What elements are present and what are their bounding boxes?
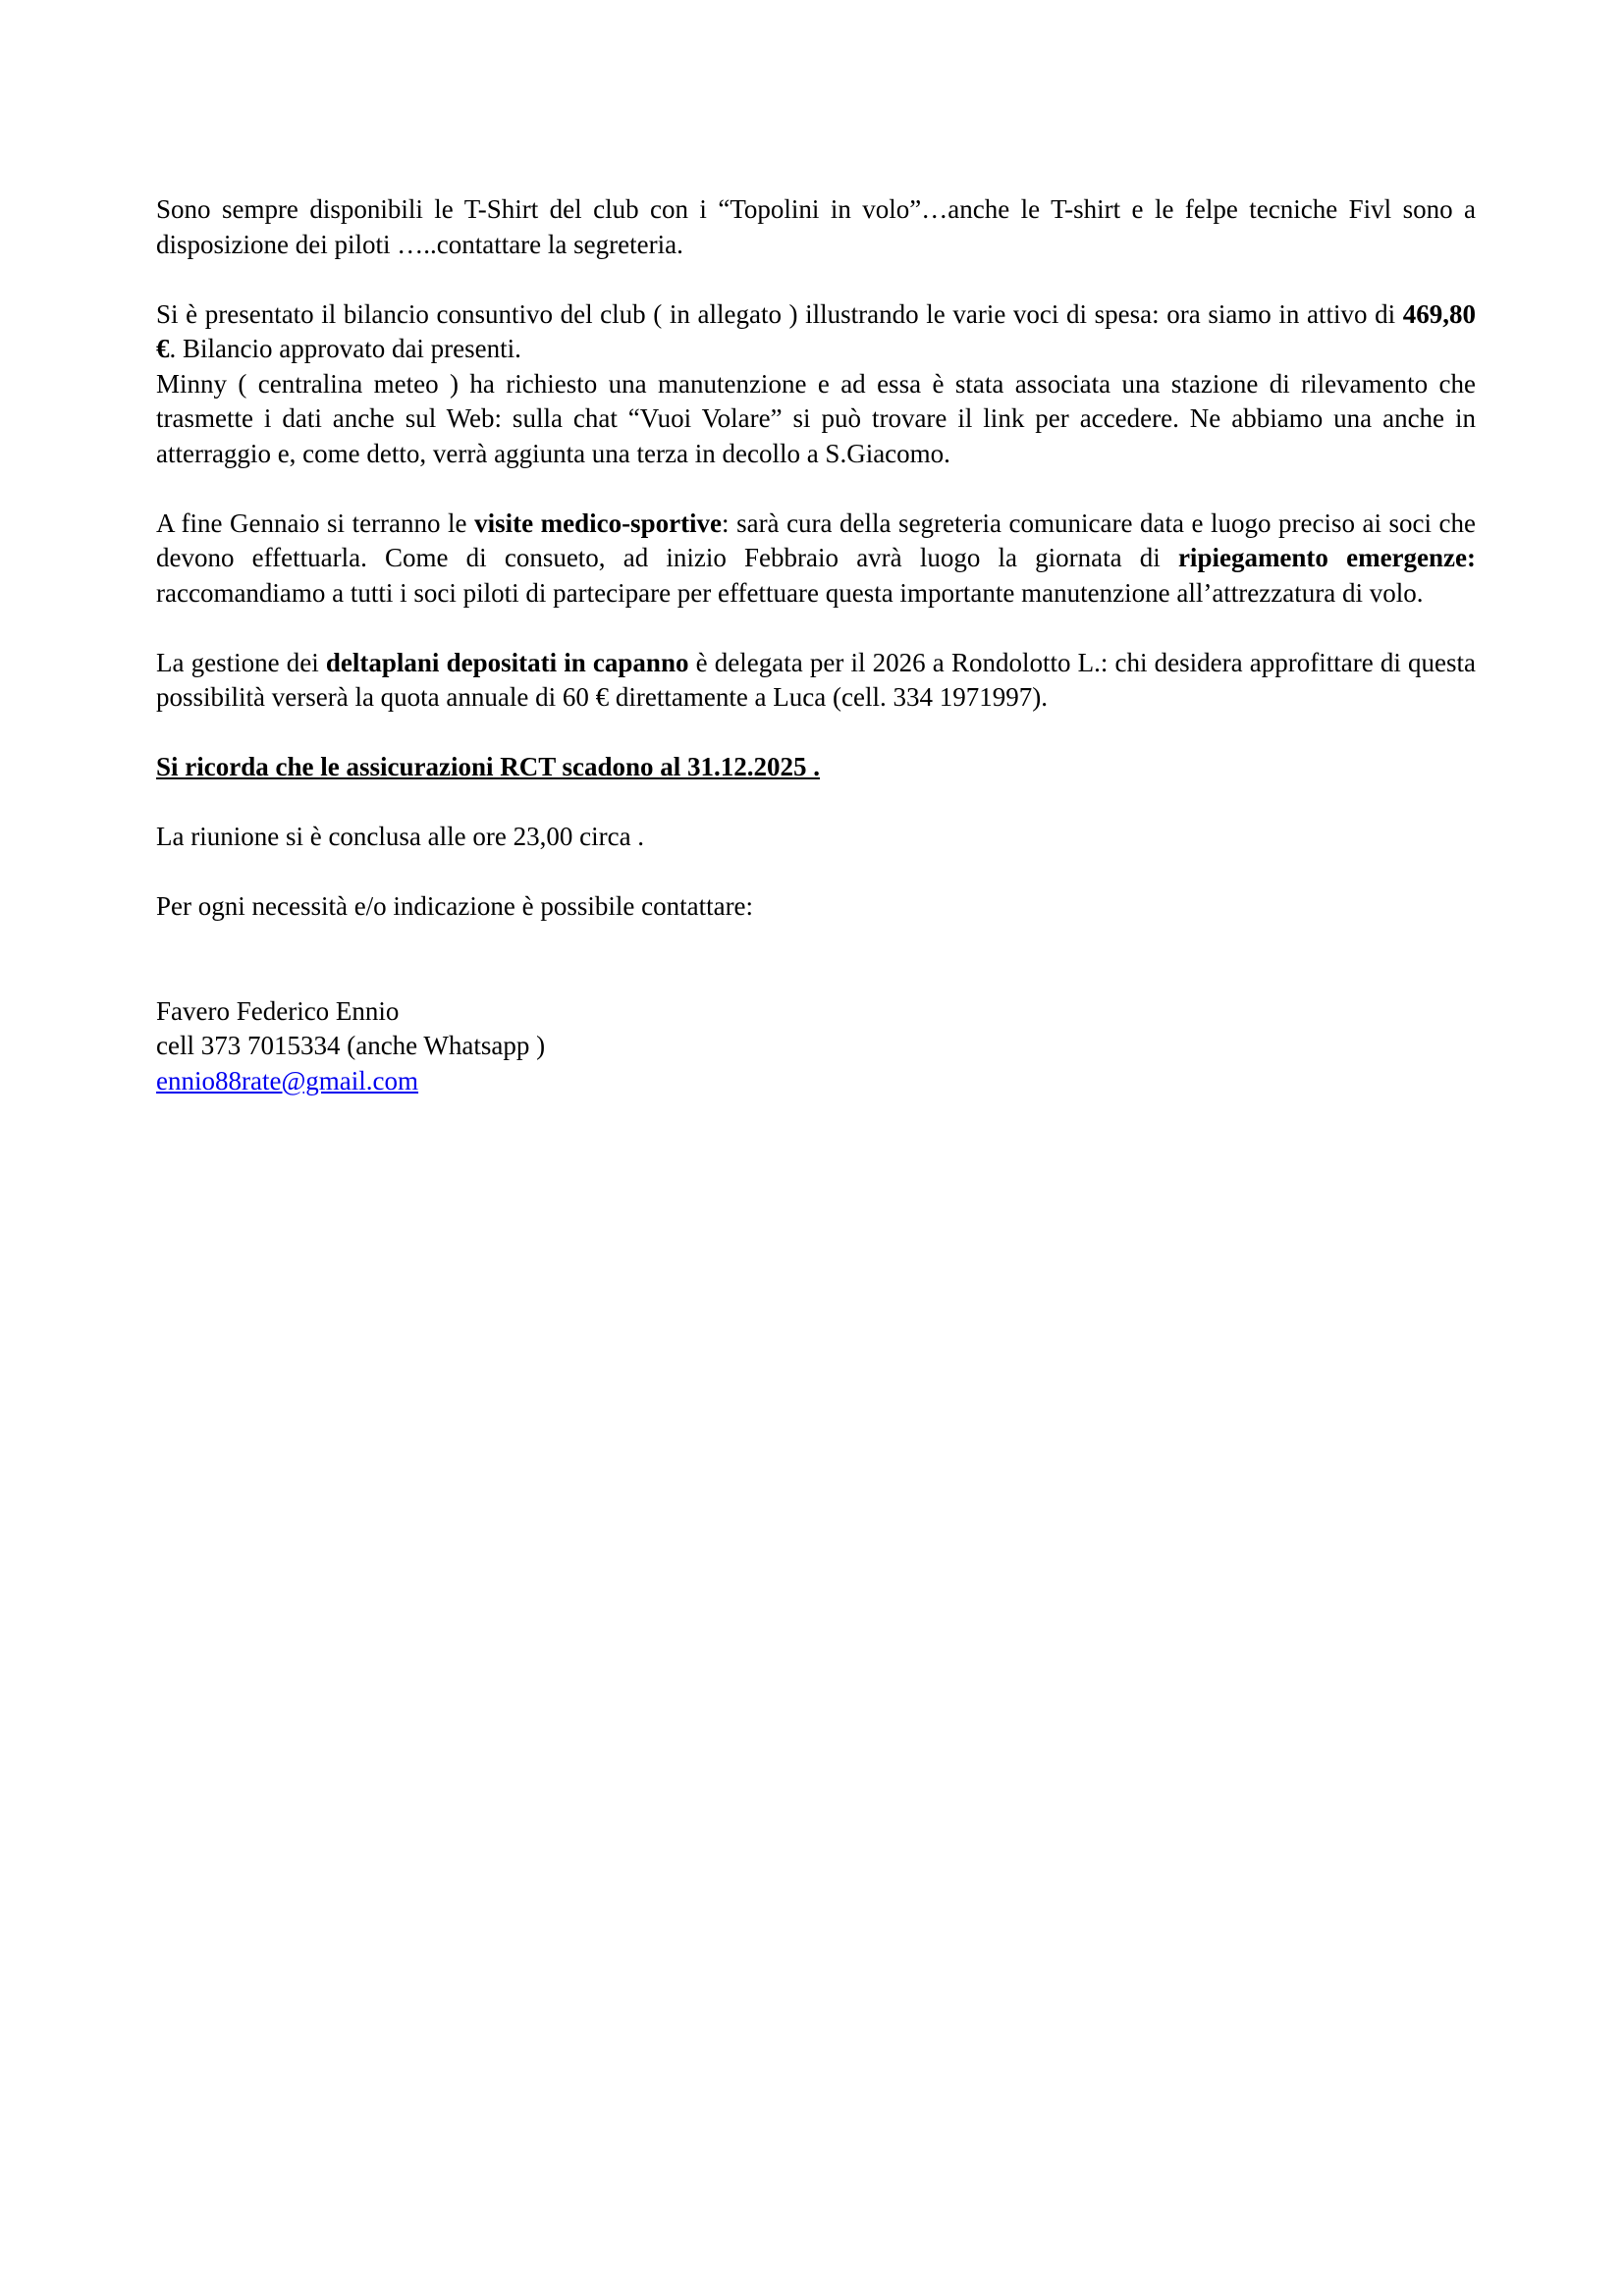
hangar-paragraph <box>156 646 1476 716</box>
insurance-notice: Si ricorda che le assicurazioni RCT scadono al 31.12.2025 . <box>156 752 821 781</box>
spacer <box>156 855 1476 890</box>
tshirt-text: Sono sempre disponibili le T-Shirt del club con i “Topolini in volo”…anche le T-shirt e le felpe tecniche Fivl sono a disposizione dei piloti …..contattare la segreteria. <box>156 194 1476 259</box>
tshirt-paragraph <box>156 192 1476 262</box>
medical-visits-paragraph <box>156 507 1476 612</box>
medical-text-3: raccomandiamo a tutti i soci piloti di partecipare per effettuare questa importante manutenzione all’attrezzatura di volo. <box>156 577 1424 608</box>
spacer <box>156 611 1476 646</box>
contact-name: Favero Federico Ennio <box>156 995 400 1026</box>
hangar-text-1: La gestione dei <box>156 647 326 677</box>
hangar-text-2: è delegata per il 2026 a Rondolotto L.: chi desidera approfittare di questa possibilità verserà la quota annuale di 60 € direttamente a Luca (cell. 334 1971997). <box>156 647 1476 712</box>
emergency-repack-bold: ripiegamento emergenze: <box>1177 543 1476 572</box>
budget-amount: 469,80 € <box>156 298 1476 363</box>
contact-intro: Per ogni necessità e/o indicazione è possibile contattare: <box>156 891 754 921</box>
closing-line: La riunione si è conclusa alle ore 23,00 circa . <box>156 822 645 851</box>
contact-email-link[interactable]: ennio88rate@gmail.com <box>156 1065 419 1095</box>
hangar-bold: deltaplani depositati in capanno <box>325 647 689 677</box>
weather-station-text: Minny ( centralina meteo ) ha richiesto una manutenzione e ad essa è stata associata una stazione di rilevamento che trasmette i dati anche sul Web: sulla chat “Vuoi Volare” si può trovare il link per accedere. Ne abbiamo una anche in atterraggio e, come detto, verrà aggiunta una terza in decollo a S.Giacomo. <box>156 368 1476 468</box>
medical-visits-bold: visite medico-sportive <box>474 507 723 538</box>
contact-phone: cell 373 7015334 (anche Whatsapp ) <box>156 1031 546 1060</box>
document-page <box>156 192 1476 1098</box>
spacer <box>156 716 1476 751</box>
spacer <box>156 785 1476 821</box>
spacer <box>156 262 1476 297</box>
medical-text-2: : sarà cura della segreteria comunicare data e luogo preciso ai soci che devono effettuarla. Come di consueto, ad inizio Febbraio avrà luogo la giornata di <box>156 507 1477 572</box>
medical-text-1: A fine Gennaio si terranno le <box>156 507 475 538</box>
budget-text-after: . Bilancio approvato dai presenti. <box>169 334 521 363</box>
spacer <box>156 925 1476 994</box>
weather-station-paragraph <box>156 367 1476 472</box>
budget-paragraph <box>156 297 1476 367</box>
spacer <box>156 471 1476 507</box>
budget-text-before: Si è presentato il bilancio consuntivo del club ( in allegato ) illustrando le varie voci di spesa: ora siamo in attivo di <box>156 298 1403 329</box>
